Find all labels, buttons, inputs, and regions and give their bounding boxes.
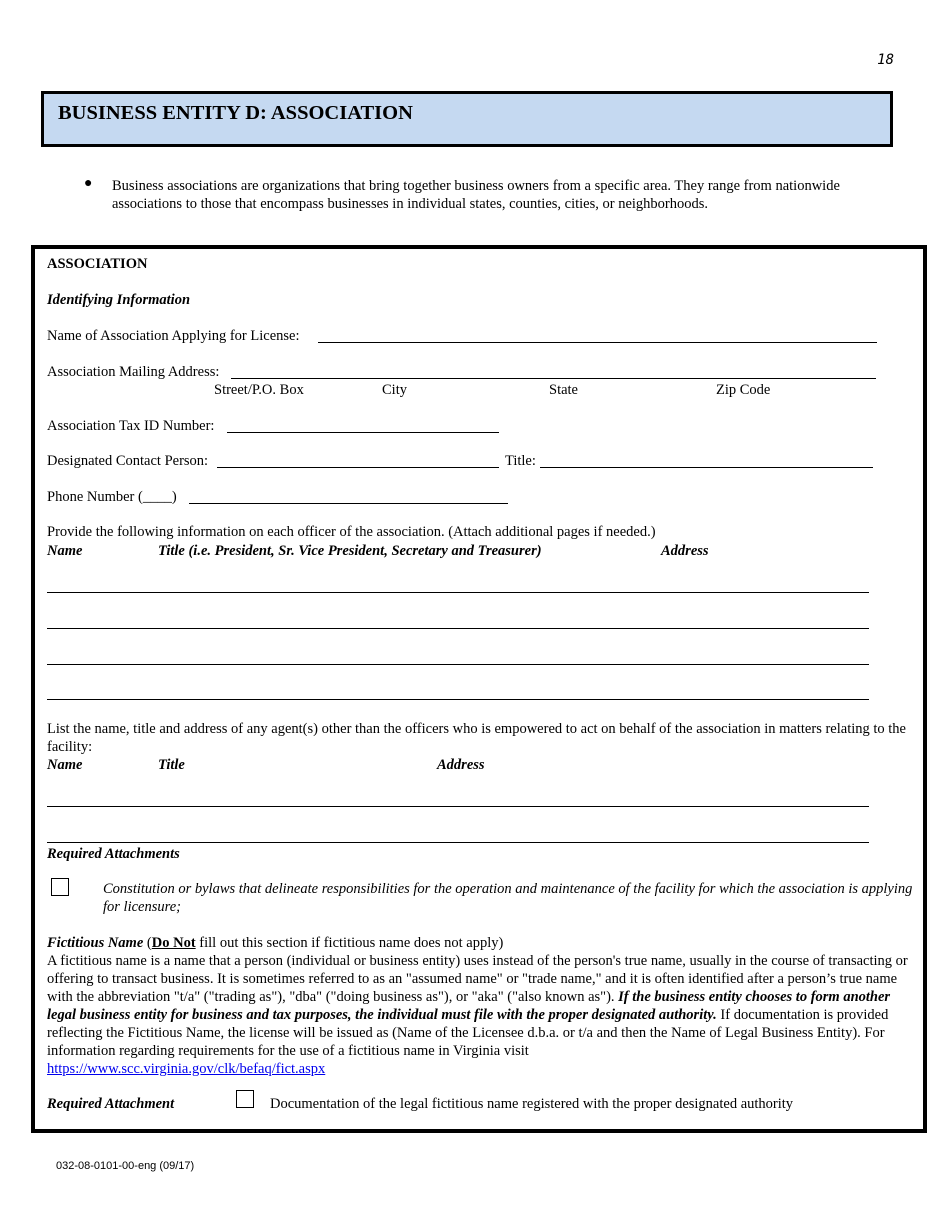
officer-row-line[interactable] (47, 628, 869, 629)
association-name-field[interactable] (318, 342, 877, 343)
required-attachment-label: Required Attachment (47, 1096, 175, 1112)
address-street-caption: Street/P.O. Box (214, 382, 304, 398)
bullet-icon: ● (84, 176, 93, 191)
form-code-footer: 032-08-0101-00-eng (09/17) (56, 1160, 195, 1172)
fictitious-doc-checkbox[interactable] (236, 1090, 254, 1108)
contact-title-field[interactable] (540, 467, 873, 468)
fictitious-do-not: Do Not (151, 935, 196, 951)
agents-col-title: Title (158, 757, 185, 773)
officers-instruction: Provide the following information on each officer of the association. (Attach additional pages if needed.) (47, 524, 656, 540)
agents-col-address: Address (437, 757, 485, 773)
fictitious-name-section (47, 934, 915, 1078)
banner-title: BUSINESS ENTITY D: ASSOCIATION (58, 102, 413, 124)
agent-row-line[interactable] (47, 842, 869, 843)
phone-field[interactable] (189, 503, 508, 504)
page-number: 18 (877, 52, 894, 68)
constitution-checkbox[interactable] (51, 878, 69, 896)
officer-row-line[interactable] (47, 664, 869, 665)
officers-col-title: Title (i.e. President, Sr. Vice President, Secretary and Treasurer) (158, 543, 542, 559)
fictitious-heading: Fictitious Name (47, 935, 144, 951)
section-banner (41, 91, 893, 147)
intro-text: Business associations are organizations that bring together business owners from a specific area. They range from nationwide associations to those that encompass businesses in individual states, counties, cities, or neighborhoods. (112, 178, 840, 212)
agents-instruction: List the name, title and address of any agent(s) other than the officers who is empowered to act on behalf of the association in matters relating to the facility: (47, 721, 906, 755)
address-state-caption: State (549, 382, 578, 398)
fictitious-body-1: A fictitious name is a name that a person (individual or business entity) uses instead of the person's true name, usually in the course of transacting or offering to transact business. It is sometimes referred to as an "assumed name" or "trade name," and it is often identified after a person’s true name with the abbreviation "t/a" ("trading as"), "dba" ("doing business as"), or "aka" ("also known as"). (47, 953, 908, 1005)
identifying-heading: Identifying Information (47, 292, 191, 308)
association-name-label: Name of Association Applying for License: (47, 328, 300, 344)
address-zip-caption: Zip Code (716, 382, 771, 398)
fictitious-body-2: If documentation is provided reflecting the Fictitious Name, the license will be issued as (Name of the Licensee d.b.a. or t/a and then the Name of Legal Business Entity). For information regarding requirements for the use of a fictitious name in Virginia visit (47, 1007, 889, 1059)
phone-label: Phone Number (____) (47, 489, 181, 505)
fictitious-paren-rest: fill out this section if fictitious name does not apply) (195, 935, 504, 951)
required-attachment-text: Documentation of the legal fictitious name registered with the proper designated authority (270, 1096, 794, 1112)
agents-col-name: Name (47, 757, 83, 773)
tax-id-field[interactable] (227, 432, 499, 433)
fictitious-name-link[interactable]: https://www.scc.virginia.gov/clk/befaq/fict.aspx (47, 1061, 326, 1077)
officers-col-name: Name (47, 543, 83, 559)
contact-person-field[interactable] (217, 467, 499, 468)
contact-title-label: Title: (505, 453, 536, 469)
form-heading: ASSOCIATION (47, 256, 148, 272)
constitution-attachment-text: Constitution or bylaws that delineate responsibilities for the operation and maintenance of the facility for which the association is applying for licensure; (103, 881, 913, 915)
mailing-address-field[interactable] (231, 378, 876, 379)
officer-row-line[interactable] (47, 592, 869, 593)
mailing-address-label: Association Mailing Address: (47, 364, 220, 380)
tax-id-label: Association Tax ID Number: (47, 418, 215, 434)
officer-row-line[interactable] (47, 699, 869, 700)
officers-col-address: Address (661, 543, 709, 559)
agent-row-line[interactable] (47, 806, 869, 807)
required-attachments-heading: Required Attachments (47, 846, 180, 862)
fictitious-body-bold: If the business entity chooses to form another legal business entity for business and tax purposes, the individual must file with the proper designated authority. (47, 989, 891, 1023)
address-city-caption: City (382, 382, 407, 398)
fictitious-paren: ( (143, 935, 152, 951)
contact-person-label: Designated Contact Person: (47, 453, 209, 469)
